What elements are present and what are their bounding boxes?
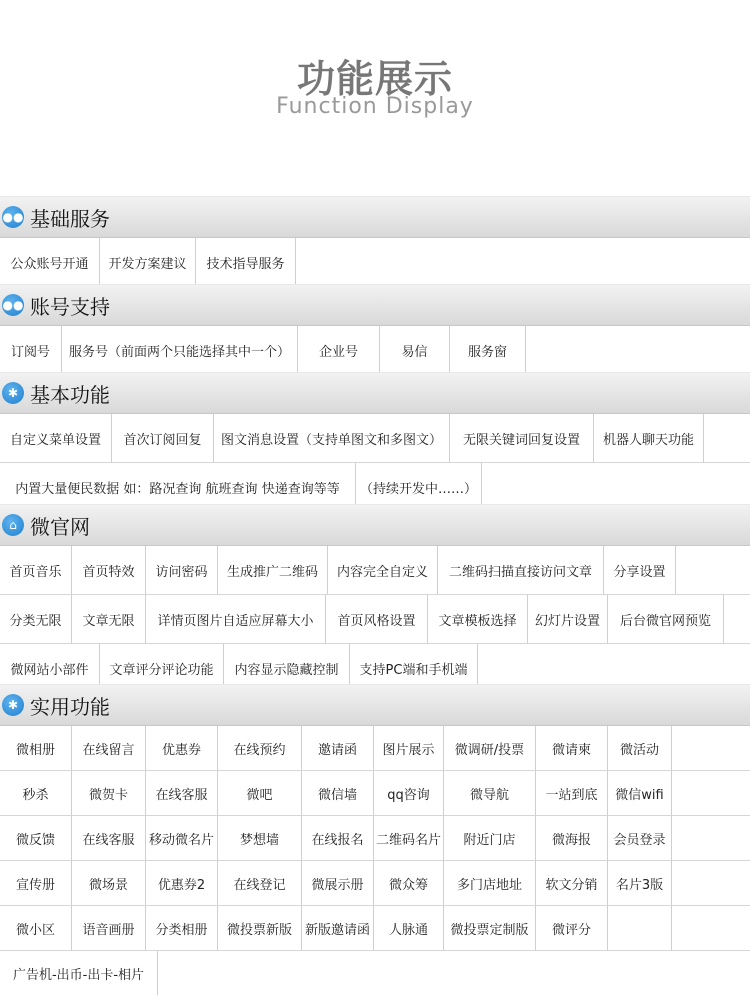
page-header — [0, 0, 750, 192]
section-title: 微官网 — [30, 514, 90, 539]
feature-item[interactable]: 分类相册 — [146, 906, 218, 950]
feature-item[interactable]: 在线报名 — [302, 816, 374, 860]
feature-item[interactable]: 微网站小部件 — [0, 644, 100, 692]
section-title: 账号支持 — [30, 294, 110, 319]
feature-item[interactable]: 企业号 — [298, 326, 380, 374]
feature-item[interactable]: 在线登记 — [218, 861, 302, 905]
feature-item[interactable]: 微投票新版 — [218, 906, 302, 950]
section-header — [0, 372, 750, 414]
feature-item[interactable]: 幻灯片设置 — [528, 595, 608, 643]
feature-row — [0, 238, 750, 287]
section-title: 基础服务 — [30, 206, 110, 231]
feature-item[interactable]: 订阅号 — [0, 326, 62, 374]
feature-item[interactable]: 广告机-出币-出卡-相片 — [0, 951, 158, 995]
feature-item[interactable]: 微相册 — [0, 726, 72, 770]
section-account-support — [0, 284, 750, 375]
feature-item[interactable]: 优惠券 — [146, 726, 218, 770]
feature-item[interactable]: 易信 — [380, 326, 450, 374]
feature-item[interactable]: 图片展示 — [374, 726, 444, 770]
feature-item[interactable]: 附近门店 — [444, 816, 536, 860]
feature-item[interactable]: 微反馈 — [0, 816, 72, 860]
feature-row — [0, 595, 750, 644]
feature-item[interactable]: （持续开发中……） — [356, 463, 482, 511]
feature-item[interactable]: 在线留言 — [72, 726, 146, 770]
gear-icon: ✱ — [2, 382, 24, 404]
page-subtitle: Function Display — [276, 94, 474, 119]
feature-row — [0, 326, 750, 375]
feature-item[interactable]: 自定义菜单设置 — [0, 414, 112, 462]
feature-item[interactable]: 新版邀请函 — [302, 906, 374, 950]
feature-item[interactable]: 微活动 — [608, 726, 672, 770]
feature-item[interactable]: 文章模板选择 — [428, 595, 528, 643]
users-icon: ●● — [2, 206, 24, 228]
page-title: 功能展示 — [296, 57, 453, 101]
feature-item[interactable]: 在线客服 — [146, 771, 218, 815]
feature-item[interactable]: 微请柬 — [536, 726, 608, 770]
feature-item[interactable]: 生成推广二维码 — [218, 546, 328, 594]
feature-item[interactable]: 微调研/投票 — [444, 726, 536, 770]
feature-item[interactable]: 移动微名片 — [146, 816, 218, 860]
feature-item[interactable]: 公众账号开通 — [0, 238, 100, 286]
feature-item[interactable]: 分类无限 — [0, 595, 72, 643]
feature-item[interactable]: 分享设置 — [604, 546, 676, 594]
feature-item[interactable]: 微众筹 — [374, 861, 444, 905]
feature-row — [0, 771, 750, 816]
feature-item[interactable]: 内置大量便民数据 如：路况查询 航班查询 快递查询等等 — [0, 463, 356, 511]
feature-item[interactable]: 微场景 — [72, 861, 146, 905]
feature-item[interactable]: 机器人聊天功能 — [594, 414, 704, 462]
section-micro-website — [0, 504, 750, 693]
section-basic-services — [0, 196, 750, 287]
feature-item[interactable]: 二维码名片 — [374, 816, 444, 860]
feature-item[interactable]: 软文分销 — [536, 861, 608, 905]
feature-item[interactable]: 多门店地址 — [444, 861, 536, 905]
feature-item[interactable]: 在线客服 — [72, 816, 146, 860]
feature-item[interactable]: 在线预约 — [218, 726, 302, 770]
section-header — [0, 684, 750, 726]
feature-item[interactable]: 会员登录 — [608, 816, 672, 860]
feature-row — [0, 546, 750, 595]
feature-item[interactable]: 后台微官网预览 — [608, 595, 724, 643]
section-utility-functions — [0, 684, 750, 995]
feature-row — [0, 414, 750, 463]
section-header — [0, 504, 750, 546]
feature-row — [0, 816, 750, 861]
feature-item[interactable]: 首页音乐 — [0, 546, 72, 594]
feature-item[interactable]: 内容显示隐藏控制 — [224, 644, 350, 692]
feature-row — [0, 906, 750, 951]
feature-item[interactable]: 人脉通 — [374, 906, 444, 950]
feature-item-empty — [608, 906, 672, 950]
feature-item[interactable]: qq咨询 — [374, 771, 444, 815]
feature-item[interactable]: 邀请函 — [302, 726, 374, 770]
feature-item[interactable]: 宣传册 — [0, 861, 72, 905]
feature-item[interactable]: 微展示册 — [302, 861, 374, 905]
users-icon: ●● — [2, 294, 24, 316]
feature-item[interactable]: 微信wifi — [608, 771, 672, 815]
feature-row — [0, 726, 750, 771]
feature-row — [0, 951, 750, 995]
feature-item[interactable]: 微评分 — [536, 906, 608, 950]
feature-item[interactable]: 微信墙 — [302, 771, 374, 815]
feature-item[interactable]: 微投票定制版 — [444, 906, 536, 950]
feature-item[interactable]: 无限关键词回复设置 — [450, 414, 594, 462]
feature-item[interactable]: 访问密码 — [146, 546, 218, 594]
section-header — [0, 284, 750, 326]
feature-item[interactable]: 首页风格设置 — [326, 595, 428, 643]
feature-item[interactable]: 图文消息设置（支持单图文和多图文） — [214, 414, 450, 462]
section-title: 实用功能 — [30, 694, 110, 719]
feature-item[interactable]: 文章评分评论功能 — [100, 644, 224, 692]
feature-item[interactable]: 语音画册 — [72, 906, 146, 950]
feature-item[interactable]: 微贺卡 — [72, 771, 146, 815]
feature-item[interactable]: 微导航 — [444, 771, 536, 815]
feature-item[interactable]: 微吧 — [218, 771, 302, 815]
section-title: 基本功能 — [30, 382, 110, 407]
feature-item[interactable]: 首页特效 — [72, 546, 146, 594]
feature-item[interactable]: 服务窗 — [450, 326, 526, 374]
feature-item[interactable]: 梦想墙 — [218, 816, 302, 860]
feature-item[interactable]: 秒杀 — [0, 771, 72, 815]
feature-item[interactable]: 微海报 — [536, 816, 608, 860]
feature-item[interactable]: 开发方案建议 — [100, 238, 196, 286]
feature-item[interactable]: 服务号（前面两个只能选择其中一个） — [62, 326, 298, 374]
feature-item[interactable]: 详情页图片自适应屏幕大小 — [146, 595, 326, 643]
section-header — [0, 196, 750, 238]
feature-item[interactable]: 一站到底 — [536, 771, 608, 815]
feature-item[interactable]: 优惠券2 — [146, 861, 218, 905]
feature-item[interactable]: 内容完全自定义 — [328, 546, 438, 594]
feature-item[interactable]: 技术指导服务 — [196, 238, 296, 286]
feature-item[interactable]: 微小区 — [0, 906, 72, 950]
feature-row — [0, 861, 750, 906]
gear-icon: ✱ — [2, 694, 24, 716]
feature-item[interactable]: 支持PC端和手机端 — [350, 644, 478, 692]
feature-item[interactable]: 二维码扫描直接访问文章 — [438, 546, 604, 594]
home-icon: ⌂ — [2, 514, 24, 536]
feature-item[interactable]: 名片3版 — [608, 861, 672, 905]
section-basic-functions — [0, 372, 750, 512]
feature-item[interactable]: 文章无限 — [72, 595, 146, 643]
feature-item[interactable]: 首次订阅回复 — [112, 414, 214, 462]
